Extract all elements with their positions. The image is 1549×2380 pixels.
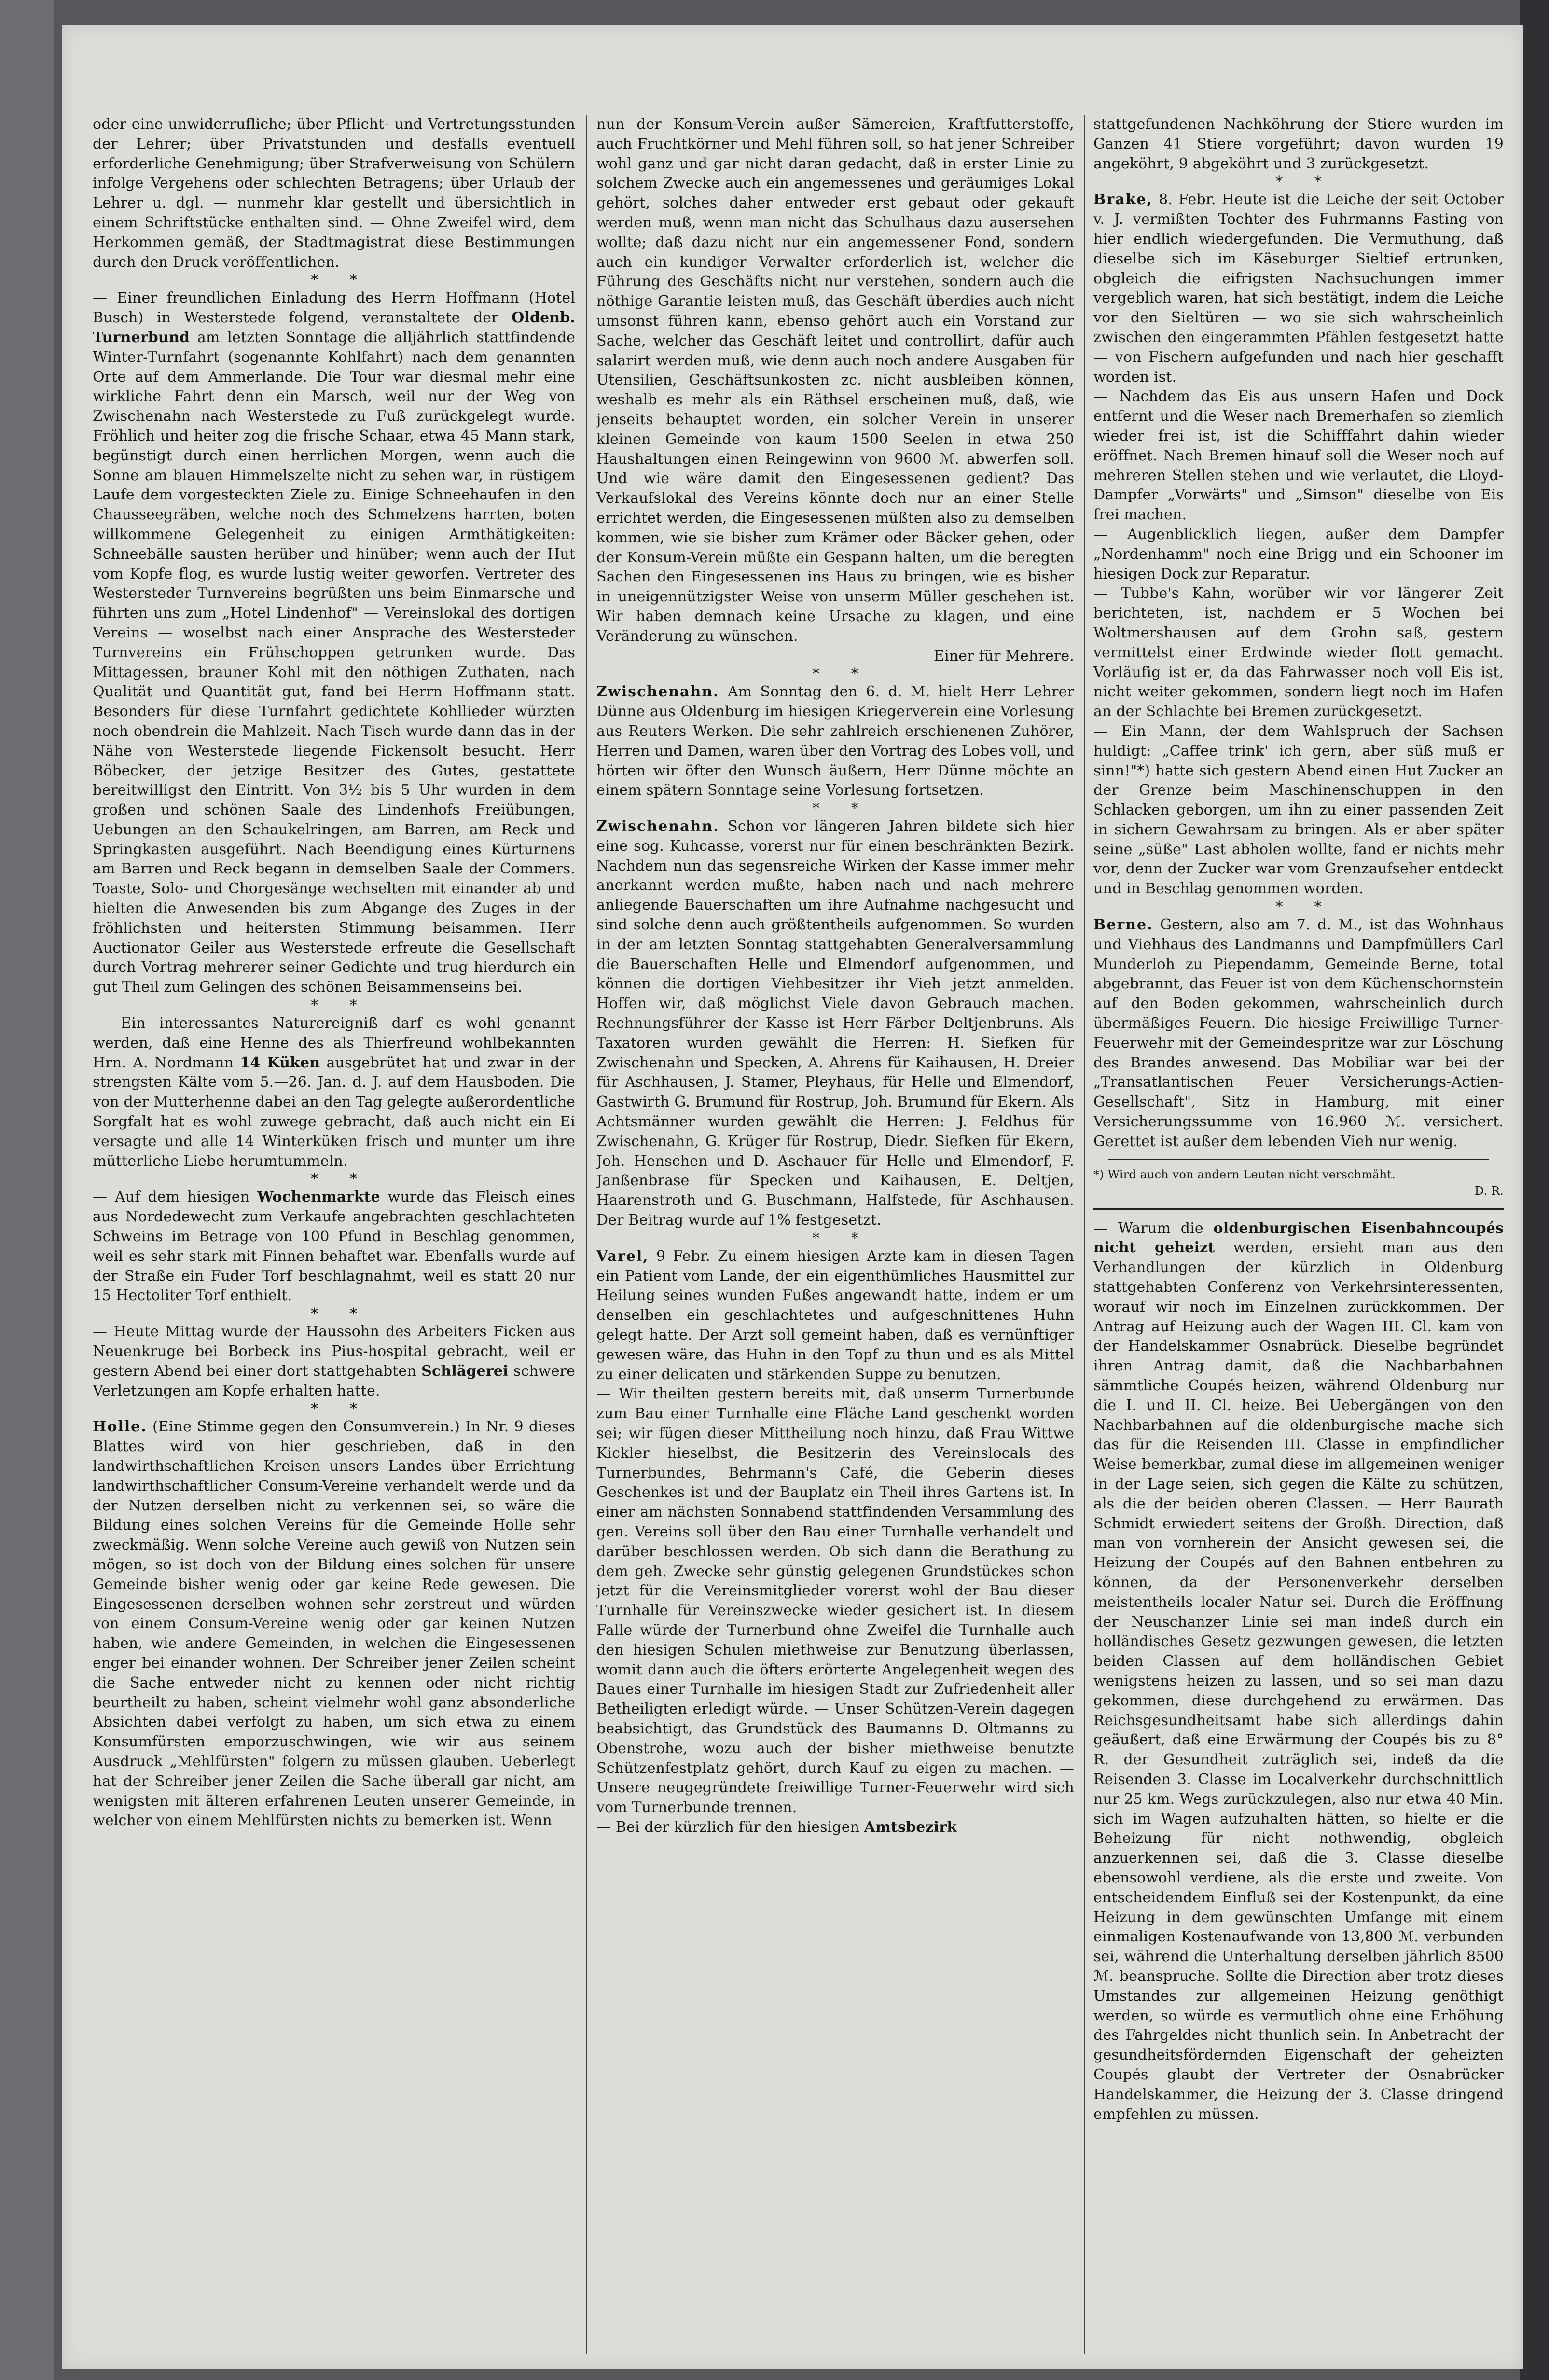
column-3 <box>1093 115 1504 2354</box>
article-paragraph: nun der Konsum-Verein außer Sämereien, Kraftfutterstoffe, auch Fruchtkörner und Mehl führen soll, so hat jener Schreiber wohl ganz und gar nicht daran gedacht, daß in erster Linie zu solchem Zwecke auch ein angemessenes und geräumiges Lokal gehört, solches daher entweder erst gebaut oder gekauft werden muß, wenn man nicht das Schulhaus dazu ausersehen wollte; daß dazu nicht nur ein angemessener Fond, sondern auch ein kundiger Verwalter erforderlich ist, welcher die Führung des Geschäfts nicht nur verstehen, sondern auch die nöthige Garantie leisten muß, das Geschäft überdies auch nicht umsonst führen kann, ebenso gehört auch ein Vorstand zur Sache, welcher das Geschäft leitet und controllirt, dafür auch salarirt werden muß, wie denn auch noch andere Ausgaben für Utensilien, Geschäftsunkosten zc. nicht ausbleiben können, weshalb es mehr als ein Räthsel erscheinen muß, daß, wie jenseits behauptet worden, ein solcher Verein in unserer kleinen Gemeinde von kaum 1500 Seelen in etwa 250 Haushaltungen einen Reingewinn von 9600 ℳ. abwerfen soll. Und wie wäre damit den Eingesessenen gedient? Das Verkaufslokal des Vereins könnte doch nur an einer Stelle errichtet werden, die Eingesessenen müßten also zu demselben kommen, wie sie bisher zum Krämer oder Bäcker gehen, oder der Konsum-Verein müßte ein Gespann halten, um die beregten Sachen den Eingesessenen ins Haus zu bringen, wie es bisher in uneigennützigster Weise von unserm Müller geschehen ist. Wir haben demnach keine Ursache zu klagen, und eine Veränderung zu wünschen. <box>596 116 1074 645</box>
section-separator: * * <box>812 1230 872 1247</box>
article-holle: Holle. (Eine Stimme gegen den Consumverein.) In Nr. 9 dieses Blattes wird von hier geschrieben, daß in den landwirthschaftlichen Kreisen unsers Landes über Errichtung landwirthschaftlicher Consum-Vereine verhandelt werde und da der Nutzen derselben nicht zu verkennen sei, so wäre die Bildung eines solchen Vereins für die Gemeinde Holle sehr zweckmäßig. Wenn solche Vereine auch gewiß von Nutzen sein mögen, so ist doch von der Bildung eines solchen für unsere Gemeinde bisher wenig oder gar keine Rede gewesen. Die Eingesessenen derselben wohnen sehr zerstreut und würden von einem Consum-Vereine wenig oder gar keinen Nutzen haben, wie andere Gemeinden, in welchen die Eingesessenen enger bei einander wohnen. Der Schreiber jener Zeilen scheint die Sache entweder nicht zu kennen oder nicht richtig beurtheilt zu haben, scheint vielmehr wohl ganz absonderliche Absichten dabei verfolgt zu haben, um sich etwa zu einem Konsumfürsten emporzuschwingen, wie wir aus seinem Ausdruck „Mehlfürsten" folgern zu müssen glauben. Ueberlegt hat der Schreiber jener Zeilen die Sache überall gar nicht, am wenigsten mit älteren erfahrenen Leuten unserer Gemeinde, in welcher von einem Mehlfürsten nichts zu bemerken ist. Wenn <box>93 1418 575 1829</box>
section-divider <box>1093 1208 1504 1210</box>
article-paragraph: — Augenblicklich liegen, außer dem Dampfer „Nordenhamm" noch eine Brigg und ein Schooner im hiesigen Dock zur Reparatur. <box>1093 526 1504 582</box>
scanner-left-margin <box>0 0 54 2380</box>
article-paragraph: — Wir theilten gestern bereits mit, daß unserm Turnerbunde zum Bau einer Turnhalle eine Fläche Land geschenkt worden sei; wir fügen dieser Mittheilung noch hinzu, daß Frau Wittwe Kickler hieselbst, die Besitzerin des Vereinslocals des Turnerbundes, Behrmann's Café, die Geberin dieses Geschenkes ist und der Bauplatz ein Theil ihres Gartens ist. In einer am nächsten Sonnabend stattfindenden Versammlung des gen. Vereins soll über den Bau einer Turnhalle verhandelt und darüber beschlossen werden. Ob sich dann die Berathung zu dem geh. Zwecke sehr günstig gelegenen Grundstückes schon jetzt für die Vereinsmitglieder vorerst wohl der Bau dieser Turnhalle für Vereinszwecke wieder gesichert ist. In diesem Falle würde der Turnerbund ohne Zweifel die Turnhalle auch den hiesigen Schulen miethweise zur Benutzung überlassen, womit dann auch die öfters erörterte Angelegenheit wegen des Baues einer Turnhalle im hiesigen Stadt zur Zufriedenheit aller Betheiligten erledigt würde. — Unser Schützen-Verein dagegen beabsichtigt, das Grundstück des Baumanns D. Oltmanns zu Obenstrohe, wozu auch der bisher miethweise benutzte Schützenfestplatz gehört, durch Kauf zu eigen zu machen. — Unsere neugegründete freiwillige Turner-Feuerwehr wird sich vom Turnerbunde trennen. <box>596 1385 1074 1816</box>
highlight-text: Oldenb. Turnerbund <box>93 309 575 346</box>
scanner-right-margin <box>1520 0 1549 2380</box>
newspaper-page <box>62 25 1523 2369</box>
footnote-divider <box>1108 1159 1489 1160</box>
article-schlaegerei: — Heute Mittag wurde der Haussohn des Arbeiters Ficken aus Neuenkruge bei Borbeck ins Pius-hospital gebracht, weil er gestern Abend bei einer dort stattgehabten Schlägerei schwere Verletzungen am Kopfe erhalten hatte. <box>93 1323 575 1399</box>
article-wochenmarkt: — Auf dem hiesigen Wochenmarkte wurde das Fleisch eines aus Nordedewecht zum Verkaufe angebrachten geschlachteten Schweins im Betrage von 100 Pfund in Beschlag genommen, weil es sehr stark mit Finnen behaftet war. Ebenfalls wurde auf der Straße ein Fuder Torf beschlagnahmt, weil es statt 20 nur 15 Hectoliter Torf enthielt. <box>93 1189 575 1304</box>
column-1 <box>93 115 575 2344</box>
dateline: Varel, <box>596 1247 649 1265</box>
section-separator: * * <box>311 272 371 289</box>
article-varel: Varel, 9 Febr. Zu einem hiesigen Arzte kam in diesen Tagen ein Patient vom Lande, der ein eigenthümliches Hausmittel zur Heilung seines wunden Fußes angewandt hatte, indem er um denselben ein geschlachtetes und aufgeschnittenes Huhn gelegt hatte. Der Arzt soll gemeint haben, daß es vernünftiger gewesen wäre, das Huhn in den Topf zu thun und es als Mittel zu einer delicaten und stärkenden Suppe zu benutzen. <box>596 1247 1074 1383</box>
article-paragraph: — Ein Mann, der dem Wahlspruch der Sachsen huldigt: „Caffee trink' ich gern, aber süß muß er sinn!"*) hatte sich gestern Abend einen Hut Zucker an der Grenze beim Maschinenschuppen in den Schlacken geborgen, um ihn zu einer passenden Zeit in sichern Gewahrsam zu bringen. Als er aber später seine „süße" Last abholen wollte, fand er nichts mehr vor, denn der Zucker war vom Grenzaufseher entdeckt und in Beschlag genommen worden. <box>1093 722 1504 898</box>
section-separator: * * <box>311 1171 371 1188</box>
article-zwischenahn-2: Zwischenahn. Schon vor längeren Jahren bildete sich hier eine sog. Kuhcasse, vorerst nur für einen beschränkten Bezirk. Nachdem nun das segensreiche Wirken der Kasse immer mehr anerkannt werden mußte, haben nach und nach mehrere anliegende Bauerschaften um ihre Aufnahme nachgesucht und sind solche denn auch größtentheils aufgenommen. So wurden in der am letzten Sonntag stattgehabten Generalversammlung die Bauerschaften Helle und Elmendorf aufgenommen, und können die dortigen Viehbesitzer ihr Vieh jetzt anmelden. Hoffen wir, daß möglichst Viele davon Gebrauch machen. Rechnungsführer der Kasse ist Herr Färber Deltjenbruns. Als Taxatoren wurden gewählt die Herren: H. Siefken für Zwischenahn und Specken, A. Ahrens für Kaihausen, H. Dreier für Aschhausen, J. Stamer, Pleyhaus, für Helle und Elmendorf, Gastwirth G. Brumund für Rostrup, Joh. Brumund für Ekern. Als Achtsmänner wurden gewählt die Herren: J. Feldhus für Zwischenahn, G. Krüger für Rostrup, Diedr. Siefken für Ekern, Joh. Henschen und D. Aschauer für Helle und Elmendorf, F. Janßenbrase für Specken und Kaihausen, E. Deltjen, Haarenstroth und G. Buschmann, Halfstede, für Aschhausen. Der Beitrag wurde auf 1% festgesetzt. <box>596 818 1074 1229</box>
article-amtsbezirk: — Bei der kürzlich für den hiesigen Amtsbezirk <box>596 1818 957 1836</box>
section-separator: * * <box>1275 173 1335 191</box>
article-paragraph: — Tubbe's Kahn, worüber wir vor längerer Zeit berichteten, ist, nachdem er 5 Wochen bei Woltmershausen auf dem Grohn saß, gestern vermittelst einer Erdwinde wieder flott gemacht. Vorläufig ist er, da das Fahrwasser noch voll Eis ist, nicht weiter gekommen, sondern liegt noch im Hafen an der Schlachte bei Bremen zurückgesetzt. <box>1093 585 1504 720</box>
article-zwischenahn-1: Zwischenahn. Am Sonntag den 6. d. M. hielt Herr Lehrer Dünne aus Oldenburg im hiesigen Kriegerverein eine Vorlesung aus Reuters Werken. Die sehr zahlreich erschienenen Zuhörer, Herren und Damen, waren über den Vortrag des Lobes voll, und hörten wir öfter den Wunsch äußern, Herr Dünne möchte an einem spätern Sonntage seine Vorlesung fortsetzen. <box>596 683 1074 799</box>
section-separator: * * <box>311 1400 371 1418</box>
article-turnerbund: — Einer freundlichen Einladung des Herrn Hoffmann (Hotel Busch) in Westerstede folgend, veranstaltete der Oldenb. Turnerbund am letzten Sonntage die alljährlich stattfindende Winter-Turnfahrt (sogenannte Kohlfahrt) nach dem genannten Orte auf dem Ammerlande. Die Tour war diesmal mehr eine wirkliche Fahrt denn ein Marsch, weil nur der Weg von Zwischenahn nach Westerstede zu Fuß zurückgelegt wurde. Fröhlich und heiter zog die frische Schaar, etwa 45 Mann stark, begünstigt durch einen herrlichen Morgen, wenn auch die Sonne am blauen Himmelszelte nicht zu sehen war, in rüstigem Laufe dem vorgesteckten Ziele zu. Einige Schneehaufen in den Chausseegräben, welche noch des Schmelzens harrten, boten willkommene Gelegenheit zu einigen Armthätigkeiten: Schneebälle sausten herüber und hinüber; wenn auch der Hut vom Kopfe flog, es wurde lustig weiter geworfen. Vertreter des Westersteder Turnvereins begrüßten uns beim Einmarsche und führten uns zum „Hotel Lindenhof" — Vereinslokal des dortigen Vereins — woselbst nach einer Ansprache des Westersteder Turnvereins ein Frühschoppen getrunken wurde. Das Mittagessen, brauner Kohl mit den nöthigen Zuthaten, nach Qualität und Quantität gut, fand bei Herrn Hoffmann statt. Besonders für diese Turnfahrt gedichtete Kohllieder würzten noch obendrein die Mahlzeit. Nach Tisch wurde dann das in der Nähe von Westerstede liegende Fickensolt besucht. Herr Böbecker, der jetzige Besitzer des Gutes, gestattete bereitwilligst den Eintritt. Von 3½ bis 5 Uhr wurden in dem großen und schönen Saale des Lindenhofs Freiübungen, Uebungen an den Schaukelringen, am Barren, am Reck und Springkasten ausgeführt. Nach Beendigung eines Kürturnens am Barren und Reck begann in demselben Saale der Commers. Toaste, Solo- und Chorgesänge wechselten mit einander ab und hielten die Anwesenden bis zum Abgange des Zuges in der fröhlichsten und heitersten Stimmung beisammen. Herr Auctionator Geiler aus Westerstede erfreute die Gesellschaft durch Vortrag mehrerer seiner Gedichte und trug hierdurch ein gut Theil zum Gelingen des schönen Beisammenseins bei. <box>93 290 575 996</box>
article-paragraph: stattgefundenen Nachköhrung der Stiere wurden im Ganzen 41 Stiere vorgeführt; davon wurden 19 angeköhrt, 9 abgeköhrt und 3 zurückgesetzt. <box>1093 116 1504 172</box>
highlight-text: oldenburgischen Eisenbahncoupés nicht geheizt <box>1093 1219 1504 1257</box>
column-divider <box>1084 115 1085 2354</box>
highlight-text: Amtsbezirk <box>864 1818 957 1836</box>
section-separator: * * <box>1275 899 1335 916</box>
section-separator: * * <box>812 800 872 817</box>
article-brake: Brake, 8. Febr. Heute ist die Leiche der seit October v. J. vermißten Tochter des Fuhrmanns Fasting von hier endlich wiedergefunden. Die Vermuthung, daß dieselbe sich im Käseburger Sieltief ertrunken, obgleich die eifrigsten Nachsuchungen immer vergeblich waren, hat sich bestätigt, indem die Leiche vor den Sieltüren — wo sie sich wahrscheinlich zwischen den eingerammten Pfählen festgesetzt hatte — von Fischern aufgefunden und nach hier geschafft worden ist. <box>1093 191 1504 386</box>
dateline: Berne. <box>1093 916 1153 934</box>
footnote-signature: D. R. <box>1474 1184 1504 1198</box>
dateline: Zwischenahn. <box>596 818 719 835</box>
dateline: Zwischenahn. <box>596 683 719 701</box>
section-separator: * * <box>311 1305 371 1323</box>
highlight-text: 14 Küken <box>240 1054 320 1071</box>
article-berne: Berne. Gestern, also am 7. d. M., ist das Wohnhaus und Viehhaus des Landmanns und Dampfmüllers Carl Munderloh zu Piependamm, Gemeinde Berne, total abgebrannt, das Feuer ist von dem Küchenschornstein auf den Boden gekommen, wahrscheinlich durch übermäßiges Feuern. Die hiesige Freiwillige Turner-Feuerwehr mit der Gemeindespritze war zur Löschung des Brandes anwesend. Das Mobiliar war bei der „Transatlantischen Feuer Versicherungs-Actien-Gesellschaft", Sitz in Hamburg, mit einer Versicherungssumme von 16.960 ℳ. versichert. Gerettet ist außer dem lebenden Vieh nur wenig. <box>1093 916 1504 1150</box>
article-paragraph: — Nachdem das Eis aus unsern Hafen und Dock entfernt und die Weser nach Bremerhafen so ziemlich wieder frei ist, ist die Schifffahrt dahin wieder eröffnet. Nach Bremen hinauf soll die Weser noch auf mehreren Stellen stehen und wie verlautet, die Lloyd-Dampfer „Vorwärts" und „Simson" dieselbe von Eis frei machen. <box>1093 388 1504 524</box>
article-paragraph: oder eine unwiderrufliche; über Pflicht- und Vertretungsstunden der Lehrer; über Privatstunden und desfalls eventuell erforderliche Genehmigung; über Strafverweisung von Schülern infolge Vergehens oder schlechten Betragens; über Urlaub der Lehrer u. dgl. — nunmehr klar gestellt und übersichtlich in einem Schriftstücke enthalten sind. — Ohne Zweifel wird, dem Herkommen gemäß, der Stadtmagistrat diese Bestimmungen durch den Druck veröffentlichen. <box>93 116 575 271</box>
footnote: *) Wird auch von andern Leuten nicht verschmäht. <box>1093 1167 1396 1181</box>
article-eisenbahn: — Warum die oldenburgischen Eisenbahncoupés nicht geheizt werden, ersieht man aus den Verhandlungen der kürzlich in Oldenburg stattgehabten Conferenz von Verkehrsinteressenten, worauf wir noch im Einzelnen zurückkommen. Der Antrag auf Heizung auch der Wagen III. Cl. kam von der Handelskammer Osnabrück. Dieselbe begründet ihren Antrag damit, daß die Nachbarbahnen sämmtliche Coupés heizen, während Oldenburg nur die I. und II. Cl. heize. Bei Uebergängen von den Nachbarbahnen auf die oldenburgische mache sich das für die Reisenden III. Classe in empfindlicher Weise bemerkbar, zumal diese im allgemeinen weniger in der Lage seien, sich gegen die Kälte zu schützen, als die der beiden oberen Classen. — Herr Baurath Schmidt erwiedert seitens der Großh. Direction, daß man von vornherein der Ansicht gewesen sei, die Heizung der Coupés auf den Bahnen entbehren zu können, da der Personenverkehr derselben meistentheils localer Natur sei. Durch die Eröffnung der Neuschanzer Linie sei man indeß durch ein holländisches Gesetz gezwungen gewesen, die letzten beiden Classen auf dem holländischen Gebiet wenigstens heizen zu lassen, und so sei man dazu gekommen, diese durchgehend zu erwärmen. Das Reichsgesundheitsamt habe sich allerdings dahin geäußert, daß eine Erwärmung der Coupés bis zu 8° R. der Gesundheit zuträglich sei, indeß da die Reisenden 3. Classe im Localverkehr durchschnittlich nur 25 km. Wegs zurückzulegen, also nur etwa 40 Min. sich im Wagen aufzuhalten hätten, so hielte er die Beheizung für nicht nothwendig, obgleich anzuerkennen sei, daß die 3. Classe dieselbe ebensowohl verdiene, als die erste und zweite. Von entscheidendem Einfluß sei der Kostenpunkt, da eine Heizung in dem gewünschten Umfange mit einem einmaligen Kostenaufwande von 13,800 ℳ. verbunden sei, während die Unterhaltung derselben jährlich 8500 ℳ. beanspruche. Sollte die Direction aber trotz dieses Umstandes zur allgemeinen Heizung genöthigt werden, so würde es vermutlich ohne eine Erhöhung des Fahrgeldes nicht thunlich sein. In Anbetracht der gesundheitsfördernden Eigenschaft der geheizten Coupés glaubt der Vertreter der Osnabrücker Handelskammer, die Heizung der 3. Classe dringend empfehlen zu müssen. <box>1093 1219 1504 2123</box>
article-kueken: — Ein interessantes Naturereigniß darf es wohl genannt werden, daß eine Henne des als Thierfreund wohlbekannten Hrn. A. Nordmann 14 Küken ausgebrütet hat und zwar in der strengsten Kälte vom 5.—26. Jan. d. J. auf dem Hausboden. Die von der Mutterhenne dabei an den Tag gelegte außerordentliche Sorgfalt hat es wohl zuwege gebracht, daß auch nicht ein Ei versagte und alle 14 Winterküken frisch und munter um ihre mütterliche Liebe herumtummeln. <box>93 1015 575 1170</box>
column-2 <box>596 115 1074 2354</box>
dateline: Brake, <box>1093 191 1153 208</box>
highlight-text: Wochenmarkte <box>257 1189 380 1206</box>
article-signature: Einer für Mehrere. <box>934 647 1074 664</box>
section-separator: * * <box>812 665 872 683</box>
dateline: Holle. <box>93 1418 147 1436</box>
section-separator: * * <box>311 997 371 1014</box>
column-divider <box>586 115 587 2354</box>
highlight-text: Schlägerei <box>421 1362 509 1380</box>
